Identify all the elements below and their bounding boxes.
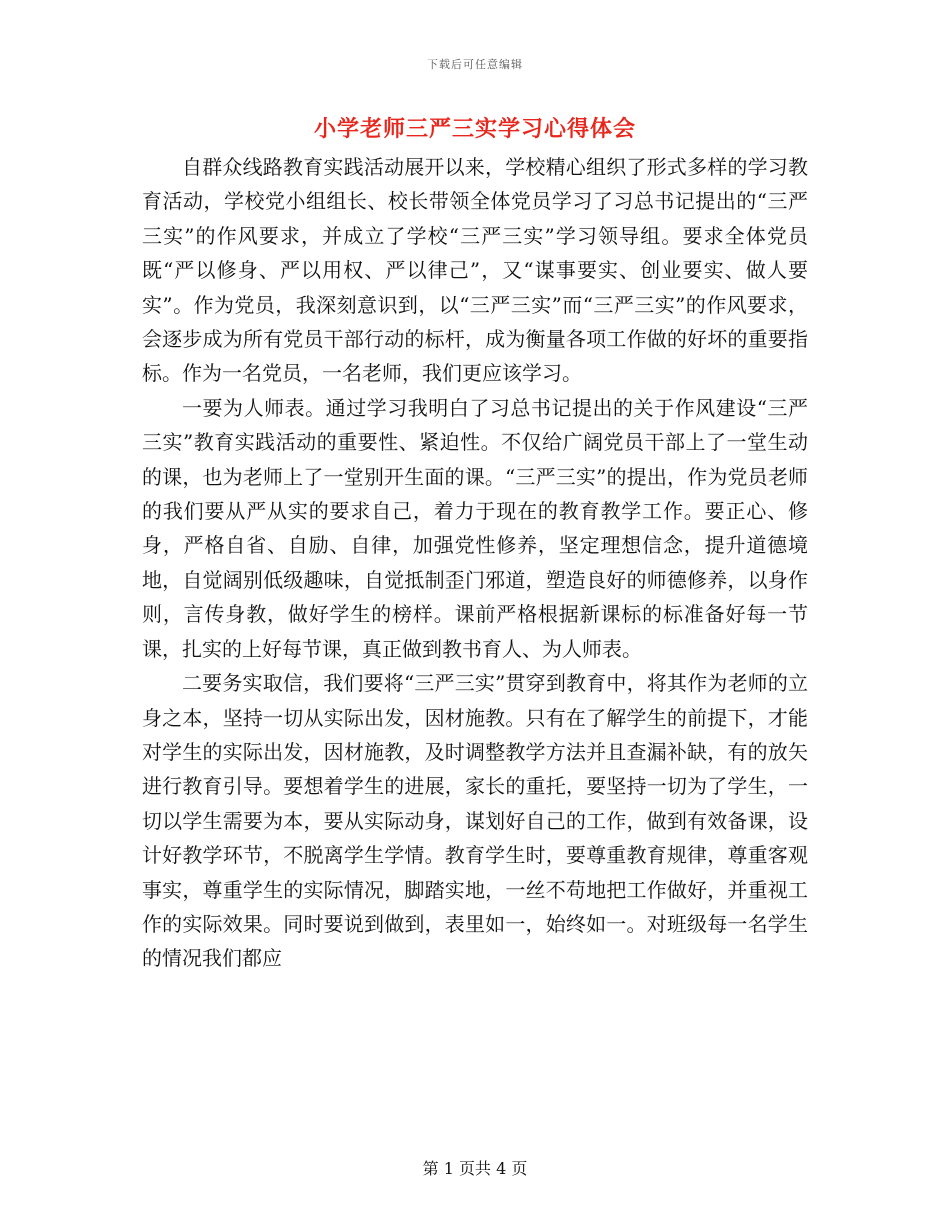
paragraph-1: 自群众线路教育实践活动展开以来，学校精心组织了形式多样的学习教育活动，学校党小组组长、校长带领全体党员学习了习总书记提出的“三严三实”的作风要求，并成立了学校“三严三实”学习领导组。要求全体党员既“严以修身、严以用权、严以律己”，又“谋事要实、创业要实、做人要实”。作为党员，我深刻意识到，以“三严三实”而“三严三实”的作风要求，会逐步成为所有党员干部行动的标杆，成为衡量各项工作做的好坏的重要指标。作为一名党员，一名老师，我们更应该学习。 [142,155,808,386]
header-note: 下载后可任意编辑 [427,58,523,71]
paragraph-3: 二要务实取信，我们要将“三严三实”贯穿到教育中，将其作为老师的立身之本，坚持一切从实际出发，因材施教。只有在了解学生的前提下，才能对学生的实际出发，因材施教，及时调整教学方法并且查漏补缺，有的放矢进行教育引导。要想着学生的进展，家长的重托，要坚持一切为了学生，一切以学生需要为本，要从实际动身，谋划好自己的工作，做到有效备课，设计好教学环节，不脱离学生学情。教育学生时，要尊重教育规律，尊重客观事实，尊重学生的实际情况，脚踏实地，一丝不苟地把工作做好，并重视工作的实际效果。同时要说到做到，表里如一，始终如一。对班级每一名学生的情况我们都应 [142,671,808,971]
document-title: 小学老师三严三实学习心得体会 [313,116,636,142]
paragraph-2: 一要为人师表。通过学习我明白了习总书记提出的关于作风建设“三严三实”教育实践活动的重要性、紧迫性。不仅给广阔党员干部上了一堂生动的课，也为老师上了一堂别开生面的课。“三严三实”的提出，作为党员老师的我们要从严从实的要求自己，着力于现在的教育教学工作。要正心、修身，严格自省、自励、自律，加强党性修养，坚定理想信念，提升道德境地，自觉阔别低级趣味，自觉抵制歪门邪道，塑造良好的师德修养，以身作则，言传身教，做好学生的榜样。课前严格根据新课标的标准备好每一节课，扎实的上好每节课，真正做到教书育人、为人师表。 [142,395,808,661]
page-footer: 第 1 页共 4 页 [422,1159,528,1178]
document-body [142,150,808,976]
